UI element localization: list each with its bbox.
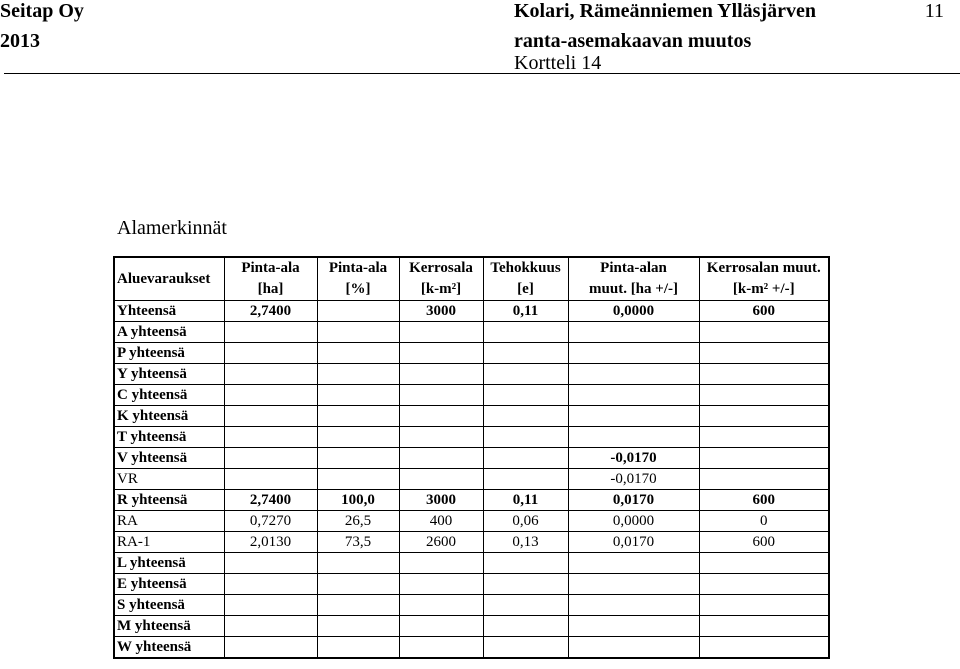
- table-cell: 73,5: [317, 532, 399, 553]
- table-cell: 26,5: [317, 511, 399, 532]
- column-header-line1: Tehokkuus: [490, 260, 561, 276]
- table-row: [114, 553, 829, 574]
- row-label: RA: [114, 511, 224, 532]
- header-center: [514, 0, 816, 52]
- table-cell: [224, 427, 317, 448]
- table-row: [114, 616, 829, 637]
- table-cell: [699, 448, 829, 469]
- table-cell: [317, 385, 399, 406]
- table-cell: [483, 385, 568, 406]
- table-cell: [399, 574, 483, 595]
- header-rule: [4, 73, 960, 74]
- column-header: [568, 257, 699, 301]
- column-header: [317, 257, 399, 301]
- table-cell: [317, 595, 399, 616]
- table-cell: [568, 364, 699, 385]
- column-header: [399, 257, 483, 301]
- table-cell: 2,7400: [224, 490, 317, 511]
- table-cell: [317, 553, 399, 574]
- table-cell: 100,0: [317, 490, 399, 511]
- table-cell: [699, 427, 829, 448]
- document-title-line1: Kolari, Rämeänniemen Ylläsjärven: [514, 0, 817, 22]
- table-row: [114, 490, 829, 511]
- table-cell: [224, 322, 317, 343]
- table-cell: [568, 406, 699, 427]
- column-header-line1: Pinta-ala: [328, 260, 388, 276]
- column-header-line2: [%]: [345, 281, 371, 297]
- table-cell: 400: [399, 511, 483, 532]
- page-number: 11: [924, 0, 944, 22]
- table-row: [114, 595, 829, 616]
- table-cell: [483, 427, 568, 448]
- column-header-line2: [k-m²]: [420, 281, 462, 297]
- column-header-line1: Pinta-ala: [241, 260, 300, 276]
- table-cell: [317, 343, 399, 364]
- row-label: Yhteensä: [114, 301, 224, 322]
- column-header-line1: Kerrosalan muut.: [706, 260, 821, 276]
- table-row: [114, 532, 829, 553]
- table-cell: 0,0170: [568, 490, 699, 511]
- table-cell: [568, 553, 699, 574]
- table-cell: [399, 406, 483, 427]
- row-label: Y yhteensä: [114, 364, 224, 385]
- table-cell: [699, 343, 829, 364]
- row-label: S yhteensä: [114, 595, 224, 616]
- table-cell: [224, 448, 317, 469]
- table-cell: [568, 616, 699, 637]
- table-row: [114, 343, 829, 364]
- column-header-line2: [ha]: [257, 281, 284, 297]
- table-cell: [699, 385, 829, 406]
- row-label: A yhteensä: [114, 322, 224, 343]
- table-cell: [317, 616, 399, 637]
- row-label: M yhteensä: [114, 616, 224, 637]
- row-label: T yhteensä: [114, 427, 224, 448]
- table-row: [114, 637, 829, 659]
- table-row: [114, 322, 829, 343]
- table-cell: 600: [699, 490, 829, 511]
- table-cell: [568, 595, 699, 616]
- column-header: [224, 257, 317, 301]
- table-cell: 0,0000: [568, 511, 699, 532]
- row-label: C yhteensä: [114, 385, 224, 406]
- table-cell: [568, 343, 699, 364]
- table-cell: [224, 364, 317, 385]
- table-cell: 0,13: [483, 532, 568, 553]
- table-cell: [317, 448, 399, 469]
- table-cell: [483, 574, 568, 595]
- table-cell: [399, 364, 483, 385]
- table-header-row: [114, 257, 829, 301]
- table-cell: [317, 301, 399, 322]
- table-cell: [224, 595, 317, 616]
- table-cell: [224, 616, 317, 637]
- table-row: [114, 448, 829, 469]
- table-cell: 600: [699, 301, 829, 322]
- table-cell: [483, 595, 568, 616]
- table-cell: [224, 637, 317, 659]
- table-cell: [317, 364, 399, 385]
- table-cell: [699, 364, 829, 385]
- table-cell: [317, 574, 399, 595]
- table-cell: [699, 616, 829, 637]
- column-header-line2: [e]: [517, 281, 534, 297]
- column-header-line1: Pinta-alan: [600, 260, 667, 276]
- table-cell: 0: [699, 511, 829, 532]
- table-cell: [699, 406, 829, 427]
- table-cell: 2,7400: [224, 301, 317, 322]
- table-cell: [483, 553, 568, 574]
- table-cell: [399, 595, 483, 616]
- table-cell: 2,0130: [224, 532, 317, 553]
- table-cell: [399, 553, 483, 574]
- table-cell: [483, 343, 568, 364]
- table-cell: [568, 574, 699, 595]
- table-cell: [399, 469, 483, 490]
- table-body: [114, 301, 829, 659]
- table-cell: 0,0170: [568, 532, 699, 553]
- table-cell: [399, 448, 483, 469]
- column-header: [114, 257, 224, 301]
- table-cell: [483, 469, 568, 490]
- table-row: [114, 364, 829, 385]
- table-row: [114, 301, 829, 322]
- table-cell: [224, 406, 317, 427]
- table-cell: -0,0170: [568, 448, 699, 469]
- column-header-line2: [k-m² +/-]: [732, 281, 795, 297]
- row-label: R yhteensä: [114, 490, 224, 511]
- table-cell: [317, 427, 399, 448]
- document-subtitle: Kortteli 14: [514, 52, 602, 74]
- row-label: P yhteensä: [114, 343, 224, 364]
- table-cell: [399, 343, 483, 364]
- table-cell: [483, 364, 568, 385]
- table-cell: [317, 637, 399, 659]
- table-cell: [224, 343, 317, 364]
- table-cell: [568, 427, 699, 448]
- table-cell: [483, 322, 568, 343]
- row-label: RA-1: [114, 532, 224, 553]
- table-row: [114, 574, 829, 595]
- table-cell: [699, 469, 829, 490]
- table-cell: [224, 574, 317, 595]
- document-year: 2013: [0, 30, 40, 52]
- table-row: [114, 406, 829, 427]
- table-cell: 2600: [399, 532, 483, 553]
- table-cell: [317, 322, 399, 343]
- row-label: L yhteensä: [114, 553, 224, 574]
- column-header-line2: muut. [ha +/-]: [589, 281, 678, 297]
- table-row: [114, 511, 829, 532]
- row-label: K yhteensä: [114, 406, 224, 427]
- table-cell: [568, 322, 699, 343]
- table-cell: -0,0170: [568, 469, 699, 490]
- table-cell: [568, 385, 699, 406]
- land-use-table: [113, 256, 830, 659]
- company-name: Seitap Oy: [0, 0, 84, 22]
- table-cell: [224, 553, 317, 574]
- column-header: [483, 257, 568, 301]
- table-cell: [224, 385, 317, 406]
- table-cell: [483, 406, 568, 427]
- table-row: [114, 385, 829, 406]
- table-cell: [317, 406, 399, 427]
- row-label: VR: [114, 469, 224, 490]
- document-title-line2: ranta-asemakaavan muutos: [514, 30, 752, 52]
- row-label: E yhteensä: [114, 574, 224, 595]
- table-cell: 3000: [399, 301, 483, 322]
- table-cell: 3000: [399, 490, 483, 511]
- row-label: V yhteensä: [114, 448, 224, 469]
- table-cell: 0,0000: [568, 301, 699, 322]
- header-left: [0, 0, 84, 52]
- table-row: [114, 469, 829, 490]
- table-cell: [399, 616, 483, 637]
- table-cell: 0,11: [483, 301, 568, 322]
- table-cell: 600: [699, 532, 829, 553]
- table-cell: [399, 385, 483, 406]
- table-cell: [224, 469, 317, 490]
- row-label: W yhteensä: [114, 637, 224, 659]
- table-cell: [483, 448, 568, 469]
- table-cell: [399, 637, 483, 659]
- table-cell: [699, 637, 829, 659]
- table-row: [114, 427, 829, 448]
- table-cell: [699, 553, 829, 574]
- table-cell: 0,11: [483, 490, 568, 511]
- column-header-line1: Kerrosala: [409, 260, 473, 276]
- table-cell: [483, 616, 568, 637]
- section-title: Alamerkinnät: [117, 217, 227, 239]
- table-cell: [317, 469, 399, 490]
- table-cell: [699, 595, 829, 616]
- table-cell: 0,06: [483, 511, 568, 532]
- table-cell: [699, 322, 829, 343]
- table-cell: 0,7270: [224, 511, 317, 532]
- column-header-line1: Aluevaraukset: [117, 270, 211, 287]
- table-cell: [699, 574, 829, 595]
- column-header: [699, 257, 829, 301]
- table-cell: [483, 637, 568, 659]
- table-cell: [399, 322, 483, 343]
- table-cell: [399, 427, 483, 448]
- table-cell: [568, 637, 699, 659]
